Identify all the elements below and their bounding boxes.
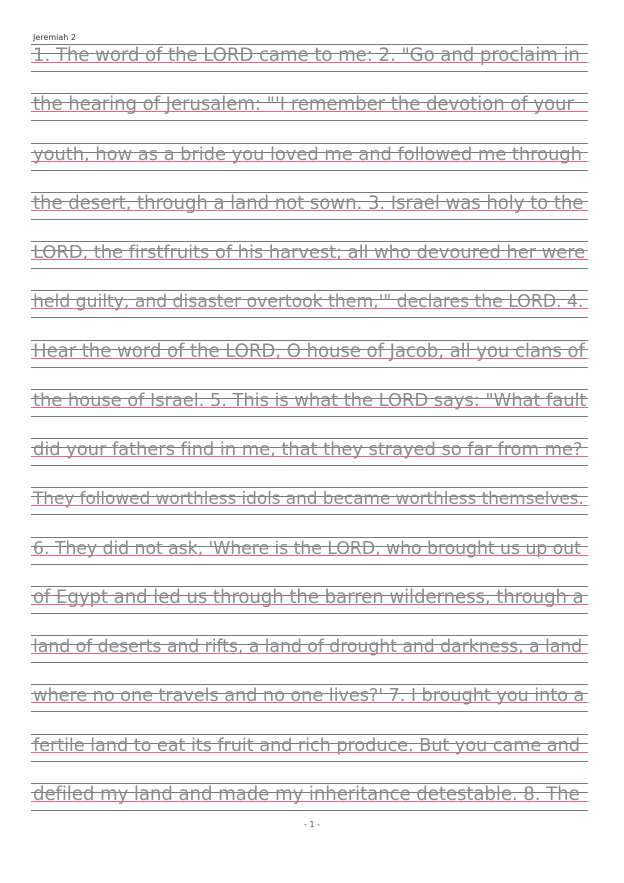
guide-rule — [31, 613, 588, 614]
page-header-title: Jeremiah 2 — [33, 33, 76, 42]
guide-rule — [31, 170, 588, 171]
handwriting-row — [31, 537, 588, 565]
handwriting-row — [31, 192, 588, 220]
guide-rule — [31, 465, 588, 466]
handwriting-row — [31, 290, 588, 318]
trace-text-line: did your fathers find in me, that they strayed so far from me? — [33, 439, 583, 460]
trace-text-line: They followed worthless idols and became worthless themselves. — [33, 489, 584, 510]
handwriting-row — [31, 487, 588, 515]
handwriting-row — [31, 93, 588, 121]
handwriting-row — [31, 143, 588, 171]
handwriting-row — [31, 241, 588, 269]
trace-text-line: 6. They did not ask, 'Where is the LORD, who brought us up out — [33, 538, 581, 559]
guide-rule — [31, 514, 588, 515]
handwriting-row — [31, 684, 588, 712]
guide-rule — [31, 810, 588, 811]
trace-text-line: fertile land to eat its fruit and rich produce. But you came and — [33, 734, 580, 756]
trace-text-line: Hear the word of the LORD, O house of Jacob, all you clans of — [33, 340, 585, 362]
trace-text-line: of Egypt and led us through the barren wilderness, through a — [33, 586, 584, 608]
handwriting-row — [31, 635, 588, 663]
page-number: - 1 - — [304, 820, 320, 829]
trace-text-line: held guilty, and disaster overtook them,'" declares the LORD. 4. — [33, 292, 584, 313]
guide-rule — [31, 761, 588, 762]
handwriting-row — [31, 44, 588, 72]
guide-rule — [31, 416, 588, 417]
guide-rule — [31, 564, 588, 565]
trace-text-line: the house of Israel. 5. This is what the LORD says: "What fault — [33, 389, 587, 411]
trace-text-line: the desert, through a land not sown. 3. Israel was holy to the — [33, 192, 584, 214]
handwriting-row — [31, 783, 588, 811]
trace-text-line: LORD, the firstfruits of his harvest; all who devoured her were — [33, 242, 586, 263]
guide-rule — [31, 367, 588, 368]
handwriting-row — [31, 340, 588, 368]
handwriting-row — [31, 438, 588, 466]
handwriting-row — [31, 389, 588, 417]
guide-rule — [31, 317, 588, 318]
trace-text-line: youth, how as a bride you loved me and followed me through — [33, 143, 582, 165]
guide-rule — [31, 662, 588, 663]
guide-rule — [31, 120, 588, 121]
trace-text-line: defiled my land and made my inheritance detestable. 8. The — [33, 783, 580, 805]
handwriting-row — [31, 734, 588, 762]
guide-rule — [31, 71, 588, 72]
trace-text-line: 1. The word of the LORD came to me: 2. "Go and proclaim in — [33, 45, 580, 66]
guide-rule — [31, 268, 588, 269]
handwriting-row — [31, 586, 588, 614]
trace-text-line: where no one travels and no one lives?' 7. I brought you into a — [33, 685, 585, 707]
guide-rule — [31, 219, 588, 220]
trace-text-line: land of deserts and rifts, a land of drought and darkness, a land — [33, 637, 583, 657]
trace-text-line: the hearing of Jerusalem: "'I remember the devotion of your — [33, 94, 574, 116]
guide-rule — [31, 711, 588, 712]
